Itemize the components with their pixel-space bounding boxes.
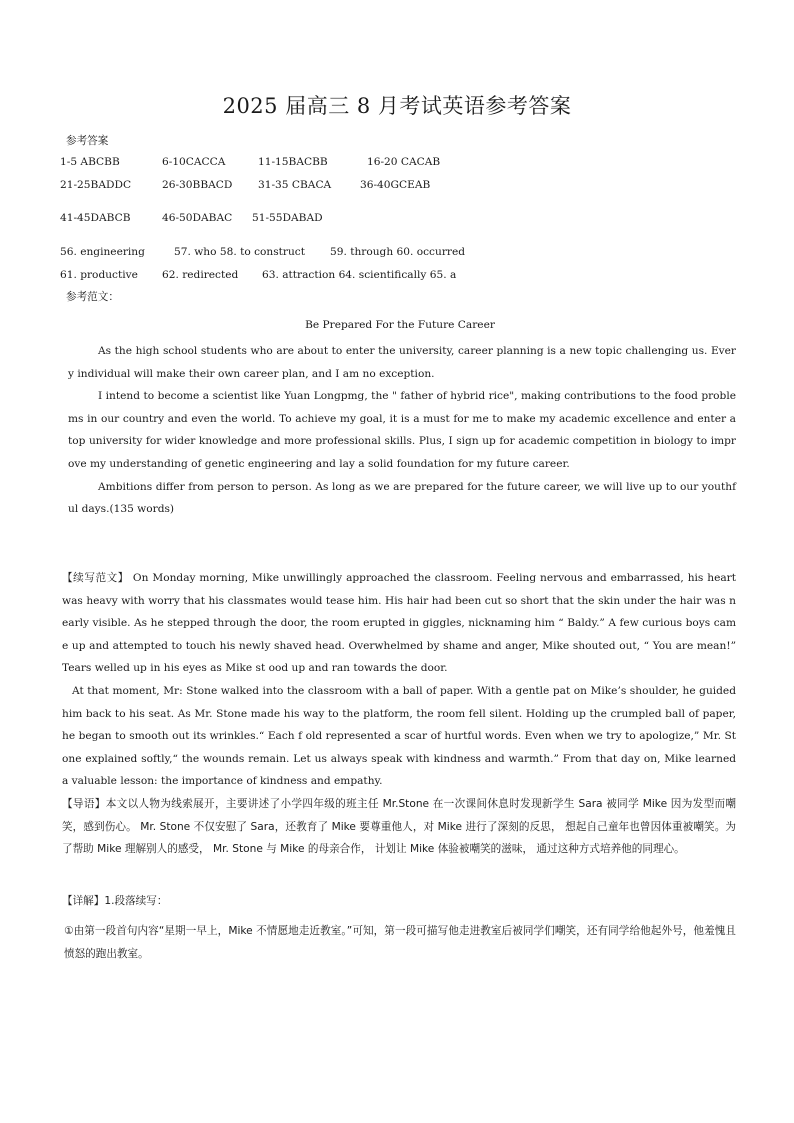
detail-heading-text: 1.段落续写： (104, 895, 168, 907)
answer-cell: 46-50DABAC (162, 212, 233, 224)
continuation-label: 【续写范文】 (62, 572, 129, 584)
guide-paragraph (62, 793, 736, 861)
continuation-paragraph (62, 567, 736, 680)
document-title: 2025 届高三 8 月考试英语参考答案 (222, 94, 572, 118)
essay-paragraph: I intend to become a scientist like Yuan Longpmg, the " father of hybrid rice", making contributions to the food problems in our country and even the world. To achieve my goal, it is a must for me to make my academic excellence and enter a top university for wider knowledge and more professional skills. Plus, I sign up for academic competition in biology to improve my understanding of genetic engineering and lay a solid foundation for my future career. (68, 390, 736, 470)
answer-cell: 26-30BBACD (162, 179, 233, 191)
essay-paragraph: As the high school students who are about to enter the university, career planning is a new topic challenging us. Every individual will make their own career plan, and I am no exception. (68, 345, 736, 380)
sample-heading: 参考范文： (66, 291, 119, 303)
answer-cell: 21-25BADDC (60, 179, 132, 191)
answer-cell: 31-35 CBACA (258, 179, 332, 191)
essay-title: Be Prepared For the Future Career (305, 319, 495, 331)
detail-heading (62, 890, 167, 913)
essay-body (68, 340, 736, 521)
continuation-paragraph: At that moment, Mr: Stone walked into the classroom with a ball of paper. With a gentle pat on Mike’s shoulder, he guided him back to his seat. As Mr. Stone made his way to the platform, the room fell silent. Holding up the crumpled ball of paper, he began to smooth out its wrinkles.“ Each f old represented a scar of hurtful words. Even when we try to apologize,” Mr. Stone explained softly,“ the wounds remain. Let us always speak with kindness and warmth.” From that day on, Mike learned a valuable lesson: the importance of kindness and empathy. (62, 684, 736, 788)
fill-cell: 61. productive (60, 269, 138, 281)
answer-cell: 36-40GCEAB (360, 179, 431, 191)
detail-item (64, 920, 736, 965)
detail-item-text: ①由第一段首句内容“星期一早上，Mike 不情愿地走近教室。”可知，第一段可描写他走进教室后被同学们嘲笑，还有同学给他起外号，他羞愧且愤怒的跑出教室。 (64, 925, 736, 960)
detail-label: 【详解】 (62, 895, 105, 907)
guide-text: 本文以人物为线索展开，主要讲述了小学四年级的班主任 Mr.Stone 在一次课间休息时发现新学生 Sara 被同学 Mike 因为发型而嘲笑，感到伤心。 Mr. Stone 不仅安慰了 Sara，还教育了 Mike 要尊重他人，对 Mike 进行了深刻的反思， 想起自己童年也曾因体重被嘲笑。为了帮助 Mike 理解别人的感受， Mr. Stone 与 Mike 的母亲合作， 计划让 Mike 体验被嘲笑的滋味， 通过这种方式培养他的同理心。 (62, 797, 737, 856)
fill-cell: 63. attraction 64. scientifically 65. a (262, 269, 457, 281)
answer-cell: 11-15BACBB (258, 156, 328, 168)
answers-heading: 参考答案 (66, 135, 109, 147)
fill-cell: 57. who 58. to construct (174, 246, 305, 258)
answer-cell: 41-45DABCB (60, 212, 131, 224)
guide-label: 【导语】 (62, 797, 106, 810)
answer-cell: 6-10CACCA (162, 156, 226, 168)
continuation-section (62, 567, 736, 861)
fill-cell: 62. redirected (162, 269, 239, 281)
answer-cell: 51-55DABAD (252, 212, 323, 224)
continuation-text: On Monday morning, Mike unwillingly approached the classroom. Feeling nervous and embarrassed, his heart was heavy with worry that his classmates would tease him. His hair had been cut so short that the skin under the hair was nearly visible. As he stepped through the door, the room erupted in giggles, nicknaming him “ Baldy.” A few curious boys came up and attempted to touch his newly shaved head. Overwhelmed by shame and anger, Mike shouted out, “ You are mean!” Tears welled up in his eyes as Mike st ood up and ran towards the door. (62, 572, 737, 675)
answer-cell: 1-5 ABCBB (60, 156, 120, 168)
fill-cell: 59. through 60. occurred (330, 246, 465, 258)
fill-cell: 56. engineering (60, 246, 145, 258)
answer-cell: 16-20 CACAB (367, 156, 441, 168)
essay-paragraph: Ambitions differ from person to person. As long as we are prepared for the future career, we will live up to our youthful days.(135 words) (68, 480, 736, 516)
